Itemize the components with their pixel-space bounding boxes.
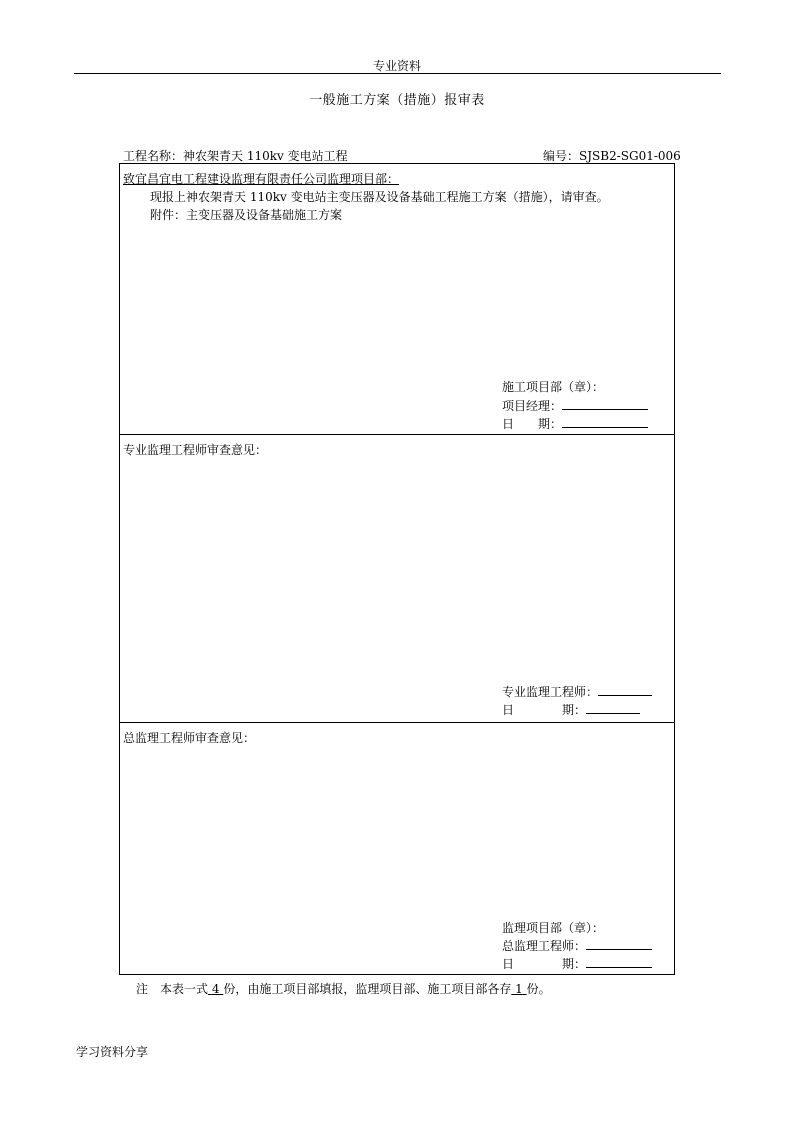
specialist-engineer-row bbox=[502, 683, 652, 700]
header-rule bbox=[74, 73, 721, 74]
chief-engineer-label: 总监理工程师： bbox=[502, 939, 587, 953]
specialist-engineer-label: 专业监理工程师： bbox=[502, 685, 599, 699]
submission-body: 现报上神农架青天 110kv 变电站主变压器及设备基础工程施工方案（措施），请审查。 bbox=[150, 190, 609, 204]
copies-total-value: 4 bbox=[211, 982, 220, 996]
project-manager-label: 项目经理： bbox=[502, 399, 563, 413]
copies-each bbox=[511, 982, 526, 996]
form-title: 一般施工方案（措施）报审表 bbox=[309, 93, 485, 108]
specialist-opinion-heading: 专业监理工程师审查意见： bbox=[123, 443, 268, 457]
construction-submission-section bbox=[120, 164, 674, 435]
review-form-table bbox=[119, 163, 675, 975]
note-suffix: 份。 bbox=[526, 982, 551, 996]
page-footer: 学习资料分享 bbox=[76, 1045, 149, 1059]
copies-total bbox=[208, 982, 223, 996]
specialist-engineer-blank[interactable] bbox=[598, 685, 652, 696]
addressee: 致宜昌宜电工程建设监理有限责任公司监理项目部： bbox=[123, 172, 400, 186]
chief-review-section bbox=[120, 723, 674, 974]
form-note bbox=[136, 980, 551, 997]
copies-each-value: 1 bbox=[515, 982, 523, 996]
specialist-review-section bbox=[120, 435, 674, 723]
submission-date-label: 日 期： bbox=[502, 417, 563, 431]
attachment-line: 附件：主变压器及设备基础施工方案 bbox=[150, 208, 343, 222]
supervision-dept-seal-label: 监理项目部（章）： bbox=[502, 921, 605, 935]
project-name: 工程名称：神农架青天 110kv 变电站工程 bbox=[123, 149, 348, 163]
chief-engineer-row bbox=[502, 937, 652, 954]
project-manager-row bbox=[502, 397, 648, 414]
note-prefix: 注 本表一式 bbox=[136, 982, 209, 996]
serial-number: 编号：SJSB2-SG01-006 bbox=[543, 149, 681, 163]
chief-date-label: 日 期： bbox=[502, 957, 587, 971]
chief-engineer-blank[interactable] bbox=[586, 939, 652, 950]
specialist-date-blank[interactable] bbox=[586, 703, 640, 714]
chief-opinion-heading: 总监理工程师审查意见： bbox=[123, 731, 256, 745]
submission-date-blank[interactable] bbox=[562, 417, 648, 428]
note-middle: 份，由施工项目部填报，监理项目部、施工项目部各存 bbox=[223, 982, 512, 996]
specialist-date-row bbox=[502, 701, 640, 718]
project-manager-blank[interactable] bbox=[562, 399, 648, 410]
submission-date-row bbox=[502, 415, 648, 432]
construction-dept-seal-label: 施工项目部（章）： bbox=[502, 380, 605, 394]
page-header: 专业资料 bbox=[372, 59, 421, 73]
specialist-date-label: 日 期： bbox=[502, 703, 587, 717]
chief-date-row bbox=[502, 955, 652, 972]
chief-date-blank[interactable] bbox=[586, 957, 652, 968]
